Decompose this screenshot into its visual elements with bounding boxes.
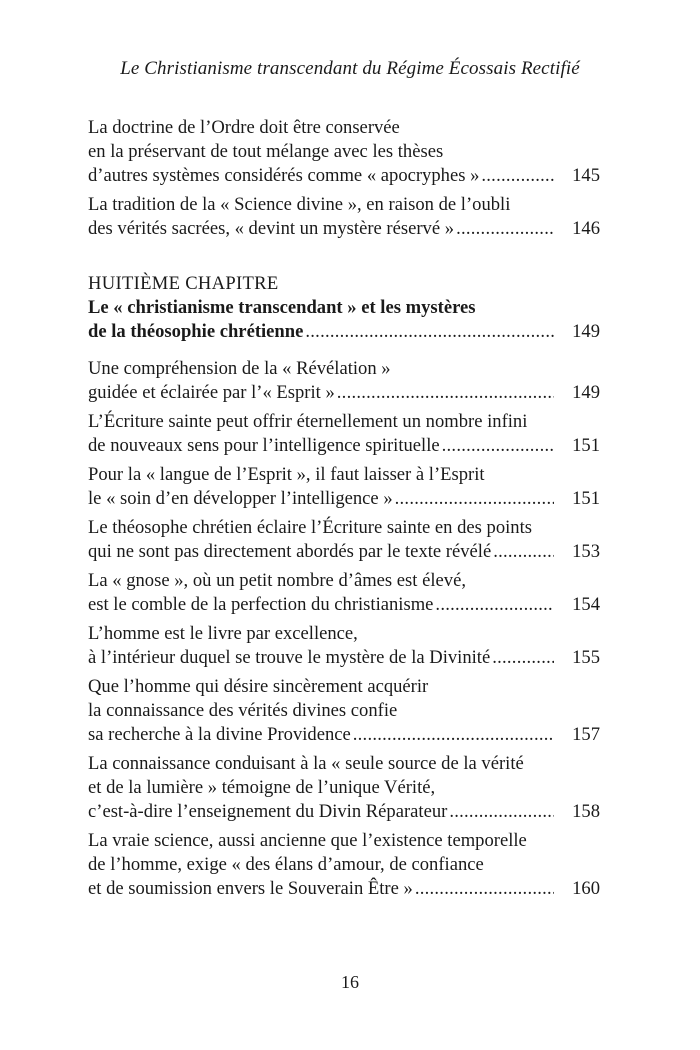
toc-entry-line: et de la lumière » témoigne de l’unique Vérité, — [88, 777, 436, 798]
toc-entry — [88, 193, 600, 241]
toc-entry-text: est le comble de la perfection du christianisme — [88, 594, 434, 615]
toc-entry-last-line — [88, 381, 600, 405]
toc-entry-line: L’homme est le livre par excellence, — [88, 623, 358, 644]
toc-entry-text: de nouveaux sens pour l’intelligence spirituelle — [88, 435, 440, 456]
toc-entry-last-line — [88, 877, 600, 901]
toc-entry-line: La « gnose », où un petit nombre d’âmes est élevé, — [88, 570, 466, 591]
toc-page-number: 154 — [572, 594, 600, 615]
dot-leader — [415, 877, 554, 901]
toc-entry-line: la connaissance des vérités divines confie — [88, 700, 398, 721]
chapter-title-last-line — [88, 320, 600, 344]
chapter-title-line: Le « christianisme transcendant » et les mystères — [88, 297, 476, 318]
dot-leader — [435, 593, 554, 617]
toc-page-number: 149 — [572, 321, 600, 342]
toc-entry — [88, 516, 600, 564]
dot-leader — [442, 434, 554, 458]
toc-entry-text: guidée et éclairée par l’« Esprit » — [88, 382, 335, 403]
toc-entry — [88, 463, 600, 511]
toc-entry-line: L’Écriture sainte peut offrir éternellement un nombre infini — [88, 411, 528, 432]
toc-entry — [88, 357, 600, 405]
toc-entry-text: des vérités sacrées, « devint un mystère réservé » — [88, 218, 455, 239]
toc-page-number: 160 — [572, 878, 600, 899]
toc-page-number: 155 — [572, 647, 600, 668]
toc-section-b — [88, 357, 600, 906]
dot-leader — [493, 540, 554, 564]
toc-entry-text: sa recherche à la divine Providence — [88, 724, 351, 745]
toc-page-number: 157 — [572, 724, 600, 745]
toc-entry-text: le « soin d’en développer l’intelligence » — [88, 488, 393, 509]
toc-entry-text: à l’intérieur duquel se trouve le mystère de la Divinité — [88, 647, 491, 668]
toc-entry — [88, 752, 600, 824]
toc-page-number: 151 — [572, 488, 600, 509]
toc-entry-last-line — [88, 164, 600, 188]
dot-leader — [353, 723, 554, 747]
toc-entry-last-line — [88, 593, 600, 617]
toc-entry-line: La vraie science, aussi ancienne que l’existence temporelle — [88, 830, 527, 851]
toc-entry-line: Une compréhension de la « Révélation » — [88, 358, 391, 379]
toc-entry — [88, 410, 600, 458]
toc-entry-last-line — [88, 487, 600, 511]
dot-leader — [481, 164, 554, 188]
toc-page-number: 153 — [572, 541, 600, 562]
toc-entry-last-line — [88, 434, 600, 458]
toc-entry-text: c’est-à-dire l’enseignement du Divin Réparateur — [88, 801, 448, 822]
toc-entry-last-line — [88, 800, 600, 824]
page-number-footer: 16 — [341, 972, 359, 992]
dot-leader — [492, 646, 554, 670]
toc-entry-line: La doctrine de l’Ordre doit être conservée — [88, 117, 400, 138]
toc-entry-line: La connaissance conduisant à la « seule source de la vérité — [88, 753, 524, 774]
toc-page-number: 145 — [572, 165, 600, 186]
toc-entry-last-line — [88, 217, 600, 241]
toc-entry-line: Pour la « langue de l’Esprit », il faut laisser à l’Esprit — [88, 464, 485, 485]
toc-entry — [88, 829, 600, 901]
toc-entry-line: Le théosophe chrétien éclaire l’Écriture sainte en des points — [88, 517, 532, 538]
toc-page-number: 158 — [572, 801, 600, 822]
toc-page-number: 146 — [572, 218, 600, 239]
toc-entry-text: et de soumission envers le Souverain Être » — [88, 878, 413, 899]
dot-leader — [449, 800, 554, 824]
toc-page-number: 151 — [572, 435, 600, 456]
toc-entry — [88, 675, 600, 747]
toc-entry-last-line — [88, 646, 600, 670]
dot-leader — [305, 320, 554, 344]
dot-leader — [337, 381, 554, 405]
toc-section-a — [88, 116, 600, 246]
toc-entry-line: en la préservant de tout mélange avec les thèses — [88, 141, 444, 162]
toc-entry-last-line — [88, 540, 600, 564]
chapter-heading — [88, 272, 600, 349]
running-head: Le Christianisme transcendant du Régime Écossais Rectifié — [120, 58, 580, 79]
chapter-label: HUITIÈME CHAPITRE — [88, 273, 279, 294]
toc-entry-line: Que l’homme qui désire sincèrement acquérir — [88, 676, 429, 697]
toc-entry — [88, 569, 600, 617]
toc-entry — [88, 622, 600, 670]
toc-entry-line: de l’homme, exige « des élans d’amour, de confiance — [88, 854, 484, 875]
toc-entry-line: La tradition de la « Science divine », en raison de l’oubli — [88, 194, 511, 215]
toc-entry — [88, 116, 600, 188]
chapter-title-text: de la théosophie chrétienne — [88, 321, 304, 342]
toc-entry-last-line — [88, 723, 600, 747]
toc-page-number: 149 — [572, 382, 600, 403]
dot-leader — [395, 487, 554, 511]
toc-entry-text: d’autres systèmes considérés comme « apocryphes » — [88, 165, 480, 186]
toc-entry-text: qui ne sont pas directement abordés par le texte révélé — [88, 541, 492, 562]
chapter-title — [88, 296, 600, 344]
dot-leader — [456, 217, 554, 241]
